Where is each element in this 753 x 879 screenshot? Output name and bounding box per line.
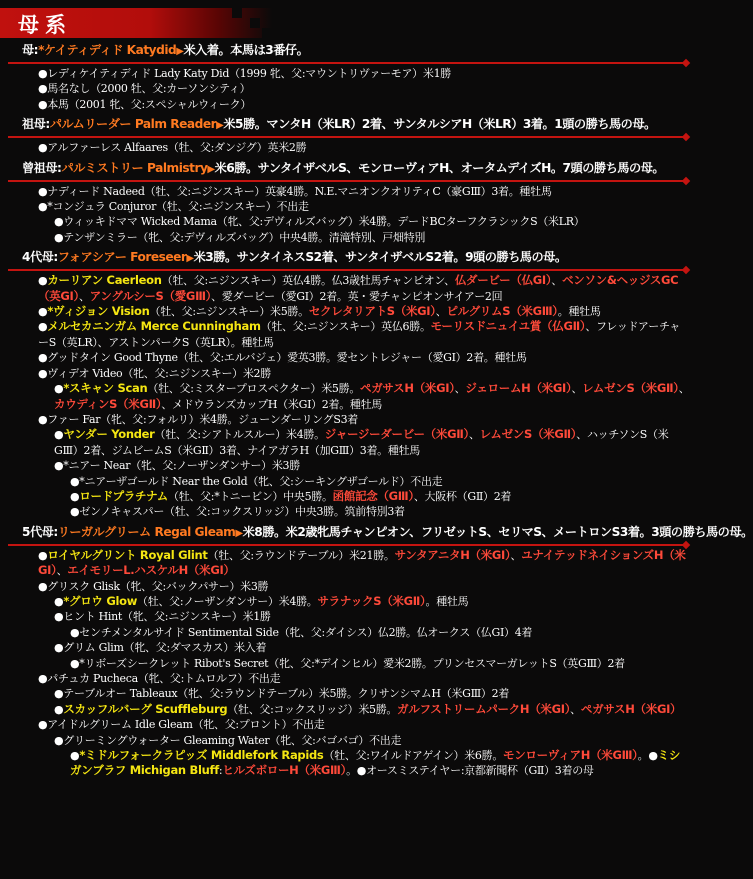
list-item: ●*リボーズシークレット Ribot's Secret（牝、父:*デインヒル）愛米2勝。プリンセスマーガレットS（英GⅢ）2着 [70,656,625,670]
list-item: ●ファー Far（牝、父:フォルリ）米4勝。ジューンダーリングS3着 [38,412,358,426]
dam-header: 母:*ケイティディド Katydid▶米入着。本馬は3番仔。 [22,43,309,57]
list-item: ●*ニアーザゴールド Near the Gold（牝、父:シーキングザゴールド）不出走 [70,474,443,488]
list-item: ●*グロウ Glow（牡、父:ノーザンダンサー）米4勝。サラナックS（米GⅡ）。種牡馬 [54,593,469,608]
list-item: ●ヒント Hint（牝、父:ニジンスキー）米1勝 [54,610,271,624]
list-item: ●アルファーレス Alfaares（牡、父:ダンジグ）英米2勝 [38,141,307,155]
list-item: ●*スキャン Scan（牡、父:ミスタープロスペクター）米5勝。ペガサスH（米GⅠ）、ジェロームH（米GⅠ）、レムゼンS（米GⅡ）、カウディンS（米GⅡ）、メドウランズカップH（米GⅠ）2着。種牡馬 [54,381,690,411]
list-item: ●テーブルオー Tableaux（牝、父:ラウンドテーブル）米5勝。クリサンシマムH（米GⅢ）2着 [54,687,510,701]
list-item: ●パチュカ Pucheca（牝、父:トムロルフ）不出走 [38,672,281,685]
list-item: ●カーリアン Caerleon（牡、父:ニジンスキー）英仏4勝。仏3歳牡馬チャンピオン、仏ダービー（仏GⅠ）、ベンソン&ヘッジスGC（英GⅠ）、アングルシーS（愛GⅢ）、愛ダービー（愛GⅠ）2着。英・愛チャンピオンサイアー2回 [38,273,679,303]
list-item: ●グッドタイン Good Thyne（牡、父:エルバジェ）愛英3勝。愛セントレジャー（愛GⅠ）2着。種牡馬 [38,351,527,365]
list-item: ●ヴィデオ Video（牝、父:ニジンスキー）米2勝 [38,366,271,380]
list-item: ●ゼンノキャスパー（牡、父:コックスリッジ）中央3勝。筑前特別3着 [70,505,405,519]
list-item: ●本馬（2001 牝、父:スペシャルウィーク） [38,97,252,111]
section-title: 母系 [18,13,72,37]
list-item: ●ヤンダー Yonder（牡、父:シアトルスルー）米4勝。ジャージーダービー（米GⅡ）、レムゼンS（米GⅡ）、ハッチソンS（米GⅢ）2着、ジムビームS（米GⅡ）3着、ナイアガラH（加GⅢ）3着。種牡馬 [54,427,669,457]
divider [8,544,688,546]
granddam-header: 祖母:パルムリーダー Palm Reader▶米5勝。マンタH（米LR）2着、サンタルシアH（米LR）3着。1頭の勝ち馬の母。 [22,117,656,132]
divider [8,136,688,138]
title-bar-decoration [232,8,242,18]
list-item: ●センチメンタルサイド Sentimental Side（牝、父:ダイシス）仏2勝。仏オークス（仏GⅠ）4着 [70,625,533,639]
fourth-dam-header: 4代母:フォアシアー Foreseer▶米3勝。サンタイネスS2着、サンタイザベルS2着。9頭の勝ち馬の母。 [22,250,567,265]
list-item: ●*ニアー Near（牝、父:ノーザンダンサー）米3勝 [54,459,300,473]
list-item: ●グリスク Glisk（牝、父:バックパサー）米3勝 [38,579,269,593]
divider [8,269,688,271]
list-item: ●メルセカニンガム Merce Cunningham（牡、父:ニジンスキー）英仏6勝。モーリスドニュイユ賞（仏GⅡ）、フレッドアーチャーS（英LR）、アストンパークS（英LR）。種牡馬 [38,319,681,349]
list-item: ●ウィッキドママ Wicked Mama（牝、父:デヴィルズバッグ）米4勝。デードBCターフクラシックS（米LR） [54,215,585,229]
list-item: ●ロイヤルグリント Royal Glint（牡、父:ラウンドテーブル）米21勝。サンタアニタH（米GⅠ）、ユナイテッドネイションズH（米GⅠ）、エイモリーL.ハスケルH（米GⅠ） [38,547,686,578]
list-item: ●グリーミングウォーター Gleaming Water（牝、父:バゴバゴ）不出走 [54,733,402,747]
list-item: ●テンザンミラー（牝、父:デヴィルズバッグ）中央4勝。清滝特別、戸畑特別 [54,230,426,244]
list-item: ●グリム Glim（牝、父:ダマスカス）米入着 [54,641,267,655]
list-item: ●馬名なし（2000 牡、父:カーソンシティ） [38,82,251,96]
fifth-dam-header: 5代母:リーガルグリーム Regal Gleam▶米8勝。米2歳牝馬チャンピオン、フリゼットS、セリマS、メートロンS3着。3頭の勝ち馬の母。 [22,524,753,539]
list-item: ●*ヴィジョン Vision（牡、父:ニジンスキー）米5勝。セクレタリアトS（米GⅠ）、ピルグリムS（米GⅢ）。種牡馬 [38,304,601,319]
list-item: ●*ミドルフォークラピッズ Middlefork Rapids（牡、父:ワイルドアゲイン）米6勝。モンローヴィアH（米GⅢ）。●ミシガンブラフ Michigan Bluff:ヒルズボローH（米GⅢ）。●オースミステイヤー:京都新聞杯（GⅡ）3着の母 [70,748,681,778]
title-bar-decoration [262,28,272,38]
great-granddam-header: 曾祖母:パルミストリー Palmistry▶米6勝。サンタイザベルS、モンローヴィアH、オータムデイズH。7頭の勝ち馬の母。 [22,160,665,175]
list-item: ●スカッフルバーグ Scuffleburg（牡、父:コックスリッジ）米5勝。ガルフストリームパークH（米GⅠ）、ペガサスH（米GⅠ） [54,701,682,716]
section-title-bar [0,8,272,38]
divider [8,62,688,64]
list-item: ●レディケイティディド Lady Katy Did（1999 牝、父:マウントリヴァーモア）米1勝 [38,67,451,80]
list-item: ●アイドルグリーム Idle Gleam（牝、父:プロント）不出走 [38,718,325,732]
list-item: ●*コンジュラ Conjuror（牡、父:ニジンスキー）不出走 [38,200,309,214]
family-content [22,41,753,779]
divider [8,180,688,182]
list-item: ●ナディード Nadeed（牡、父:ニジンスキー）英豪4勝。N.E.マニオンクオリティC（豪GⅢ）3着。種牡馬 [38,184,552,198]
title-bar-decoration [250,18,260,28]
list-item: ●ロードプラチナム（牡、父:*トニービン）中央5勝。函館記念（GⅢ）、大阪杯（GⅡ）2着 [70,488,512,503]
